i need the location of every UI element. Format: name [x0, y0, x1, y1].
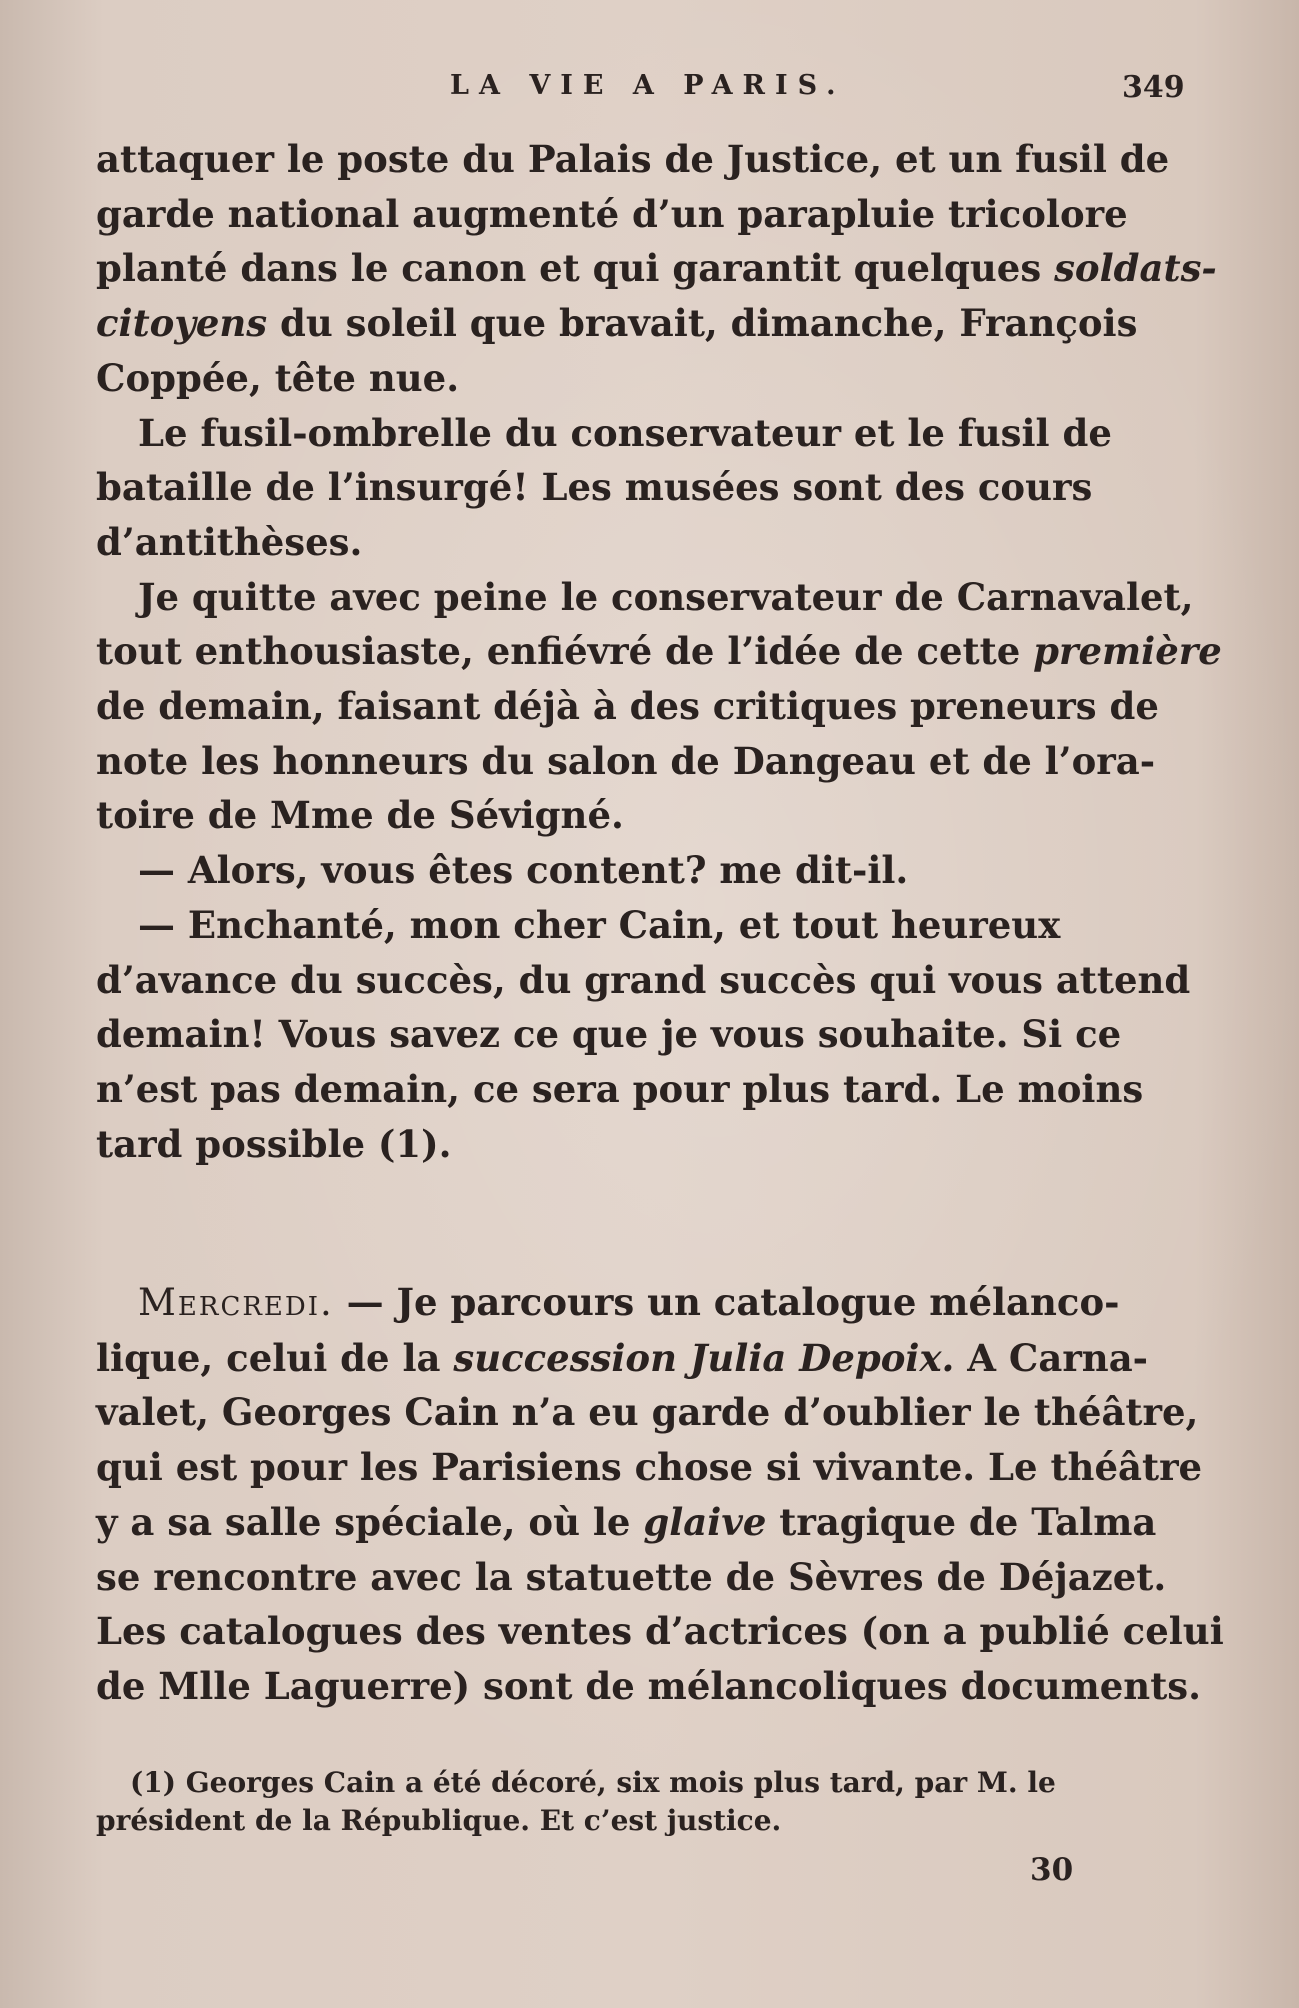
text-line	[96, 624, 1222, 679]
text-line: bataille de l’insurgé! Les musées sont des cours	[96, 465, 1093, 510]
text-line: de Mlle Laguerre) sont de mélancoliques documents.	[96, 1663, 1202, 1708]
running-head	[0, 70, 1299, 110]
text-run: — Je parcours un catalogue mélanco-	[333, 1280, 1120, 1324]
footnote-line: (1) Georges Cain a été décoré, six mois plus tard, par M. le	[130, 1766, 1056, 1799]
text-line: Le fusil-ombrelle du conservateur et le fusil de	[138, 410, 1112, 455]
text-line	[96, 1275, 1191, 1331]
text-line	[96, 1495, 1191, 1550]
text-line: se rencontre avec la statuette de Sèvres de Déjazet.	[96, 1554, 1167, 1599]
text-block-mercredi	[96, 1275, 1224, 1714]
italic-text: glaive	[643, 1499, 767, 1544]
text-line: attaquer le poste du Palais de Justice, et un fusil de	[96, 137, 1170, 181]
footnote	[96, 1764, 1211, 1840]
text-line: — Alors, vous êtes content? me dit-il.	[138, 848, 909, 893]
text-line: d’avance du succès, du grand succès qui vous attend	[96, 957, 1191, 1002]
text-line: Coppée, tête nue.	[96, 355, 460, 400]
text-line: d’antithèses.	[96, 519, 363, 564]
text-run: tragique de Talma	[766, 1499, 1157, 1544]
italic-text: soldats-	[1054, 246, 1217, 291]
text-line	[96, 296, 1191, 351]
italic-text: succession Julia Depoix.	[453, 1335, 955, 1380]
footnote-line: président de la République. Et c’est justice.	[96, 1804, 782, 1837]
italic-text: première	[1033, 629, 1222, 674]
text-run: du soleil que bravait, dimanche, François	[267, 301, 1138, 346]
text-line: de demain, faisant déjà à des critiques preneurs de	[96, 684, 1159, 729]
text-line: — Enchanté, mon cher Cain, et tout heureux	[138, 902, 1061, 947]
running-title: LA VIE A PARIS.	[450, 70, 846, 101]
text-line: tard possible (1).	[96, 1121, 452, 1166]
text-run: y a sa salle spéciale, où le	[96, 1499, 644, 1544]
text-run: A Carna-	[954, 1335, 1149, 1380]
text-line: garde national augmenté d’un parapluie tricolore	[96, 191, 1128, 236]
text-line	[96, 241, 1217, 296]
text-run: lique, celui de la	[96, 1335, 454, 1380]
signature-mark: 30	[1030, 1852, 1074, 1888]
text-line: demain! Vous savez ce que je vous souhaite. Si ce	[96, 1012, 1122, 1057]
page-number: 349	[1122, 70, 1185, 105]
text-line: n’est pas demain, ce sera pour plus tard. Le moins	[96, 1066, 1144, 1111]
text-run: planté dans le canon et qui garantit quelques	[96, 246, 1055, 291]
italic-text: citoyens	[96, 301, 268, 346]
text-line: toire de Mme de Sévigné.	[96, 793, 624, 838]
text-line: qui est pour les Parisiens chose si vivante. Le théâtre	[96, 1445, 1203, 1490]
section-label: Mercredi.	[138, 1281, 334, 1324]
text-line: valet, Georges Cain n’a eu garde d’oublier le théâtre,	[96, 1390, 1199, 1435]
text-line	[96, 1331, 1191, 1386]
text-line: Les catalogues des ventes d’actrices (on a publié celui	[96, 1609, 1224, 1654]
text-line: note les honneurs du salon de Dangeau et de l’ora-	[96, 738, 1156, 783]
text-line: Je quitte avec peine le conservateur de Carnavalet,	[138, 574, 1194, 619]
text-block-main	[96, 132, 1222, 1171]
text-run: tout enthousiaste, enfiévré de l’idée de cette	[96, 629, 1034, 674]
